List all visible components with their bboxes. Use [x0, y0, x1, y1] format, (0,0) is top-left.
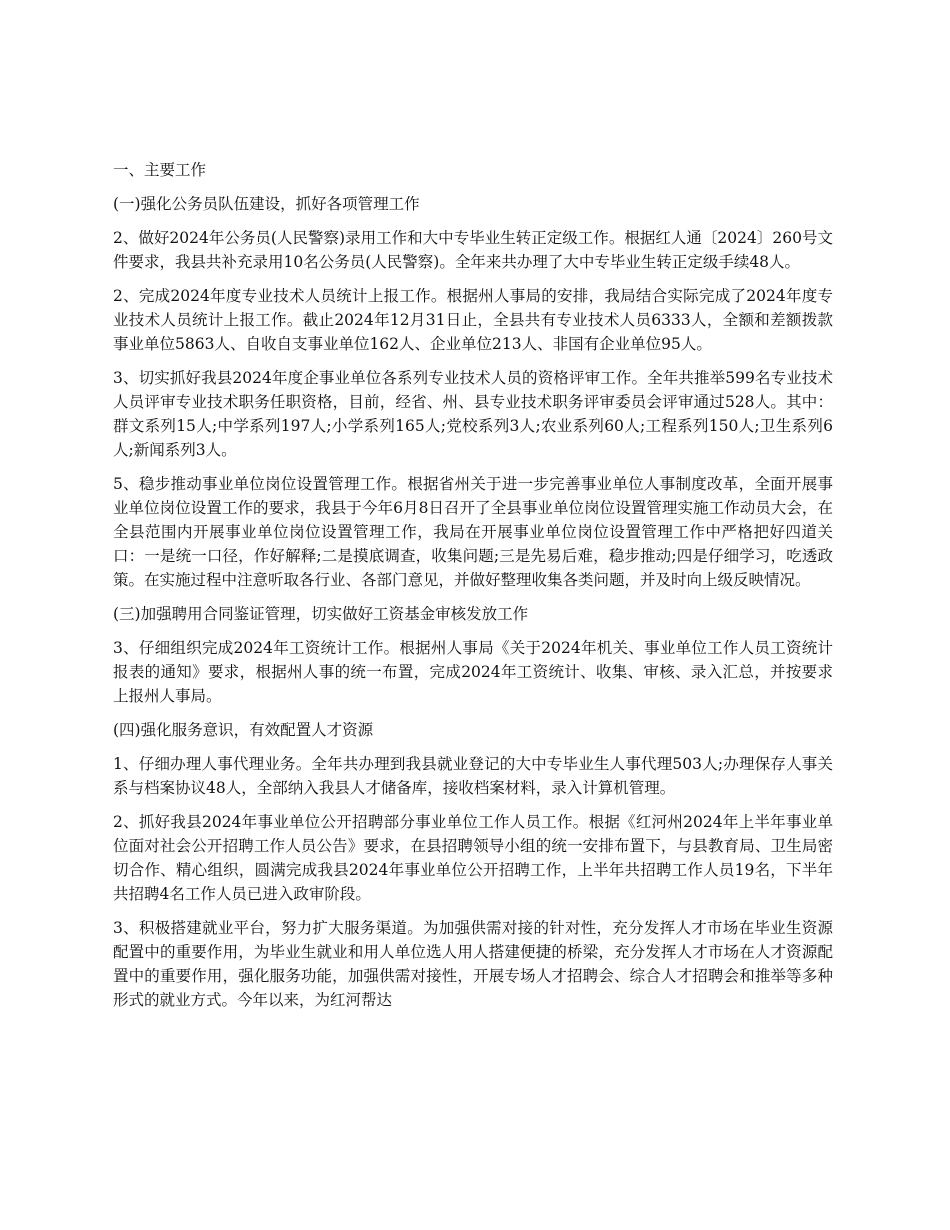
document-body: [113, 158, 833, 1022]
subsection-heading-contracts-wages: (三)加强聘用合同鉴证管理，切实做好工资基金审核发放工作: [113, 605, 529, 623]
paragraph-wage-statistics: 3、仔细组织完成2024年工资统计工作。根据州人事局《关于2024年机关、事业单位工作人员工资统计报表的通知》要求，根据州人事的统一布置，完成2024年工资统计、收集、审核、录入汇总，并按要求上报州人事局。: [113, 639, 833, 705]
paragraph-post-setting-management: 5、稳步推动事业单位岗位设置管理工作。根据省州关于进一步完善事业单位人事制度改革，全面开展事业单位岗位设置工作的要求，我县于今年6月8日召开了全县事业单位岗位设置管理实施工作动员大会，在全县范围内开展事业单位岗位设置管理工作，我局在开展事业单位岗位设置管理工作中严格把好四道关口：一是统一口径，作好解释;二是摸底调查，收集问题;三是先易后难，稳步推动;四是仔细学习，吃透政策。在实施过程中注意听取各行业、各部门意见，并做好整理收集各类问题，并及时向上级反映情况。: [113, 475, 833, 589]
subsection-heading-civil-servants: (一)强化公务员队伍建设，抓好各项管理工作: [113, 195, 420, 213]
paragraph-civil-servant-recruitment: 2、做好2024年公务员(人民警察)录用工作和大中专毕业生转正定级工作。根据红人通〔2024〕260号文件要求，我县共补充录用10名公务员(人民警察)。全年来共办理了大中专毕业生转正定级手续48人。: [113, 229, 833, 271]
paragraph-personnel-agency: 1、仔细办理人事代理业务。全年共办理到我县就业登记的大中专毕业生人事代理503人;办理保存人事关系与档案协议48人，全部纳入我县人才储备库，接收档案材料，录入计算机管理。: [113, 755, 833, 797]
paragraph-employment-platform: 3、积极搭建就业平台，努力扩大服务渠道。为加强供需对接的针对性，充分发挥人才市场在毕业生资源配置中的重要作用，为毕业生就业和用人单位选人用人搭建便捷的桥梁，充分发挥人才市场在人才资源配置中的重要作用，强化服务功能，加强供需对接性，开展专场人才招聘会、综合人才招聘会和推举等多种形式的就业方式。今年以来，为红河帮达: [113, 919, 833, 1009]
subsection-heading-service-awareness: (四)强化服务意识，有效配置人才资源: [113, 721, 374, 739]
paragraph-public-recruitment: 2、抓好我县2024年事业单位公开招聘部分事业单位工作人员工作。根据《红河州2024年上半年事业单位面对社会公开招聘工作人员公告》要求，在县招聘领导小组的统一安排布置下，与县教育局、卫生局密切合作、精心组织，圆满完成我县2024年事业单位公开招聘工作，上半年共招聘工作人员19名，下半年共招聘4名工作人员已进入政审阶段。: [113, 813, 833, 903]
paragraph-technical-staff-statistics: 2、完成2024年度专业技术人员统计上报工作。根据州人事局的安排，我局结合实际完成了2024年度专业技术人员统计上报工作。截止2024年12月31日止，全县共有专业技术人员6333人，全额和差额拨款事业单位5863人、自收自支事业单位162人、企业单位213人、非国有企业单位95人。: [113, 287, 833, 353]
paragraph-qualification-review: 3、切实抓好我县2024年度企事业单位各系列专业技术人员的资格评审工作。全年共推举599名专业技术人员评审专业技术职务任职资格，目前，经省、州、县专业技术职务评审委员会评审通过528人。其中：群文系列15人;中学系列197人;小学系列165人;党校系列3人;农业系列60人;工程系列150人;卫生系列6人;新闻系列3人。: [113, 369, 833, 459]
section-heading-main-work: 一、主要工作: [113, 161, 207, 179]
